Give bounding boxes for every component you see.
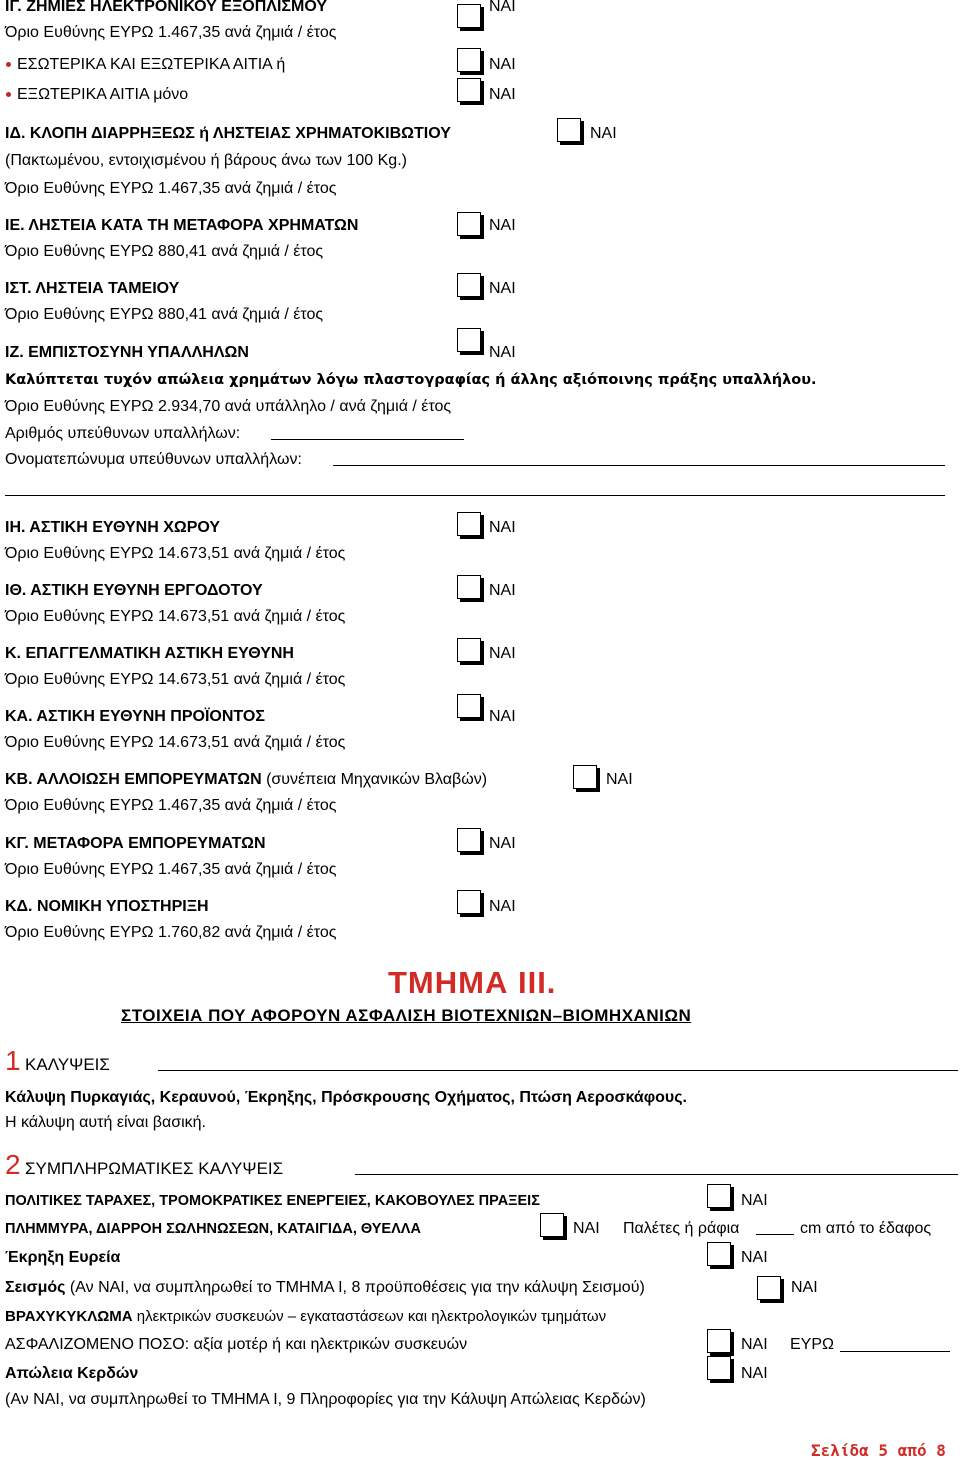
limit-text: Όριο Ευθύνης ΕΥΡΩ 14.673,51 ανά ζημιά / έτος — [5, 545, 346, 562]
yes-label: ΝΑΙ — [590, 125, 617, 142]
limit-text: Όριο Ευθύνης ΕΥΡΩ 1.467,35 ανά ζημιά / έτος — [5, 861, 337, 878]
employees-names-field-2[interactable] — [5, 495, 945, 496]
coverage-2-heading-row — [5, 1150, 283, 1185]
pallets-label: Παλέτες ή ράφια — [623, 1220, 740, 1237]
yes-label: ΝΑΙ — [489, 217, 516, 234]
limit-text: Όριο Ευθύνης ΕΥΡΩ 1.467,35 ανά ζημιά / έτος — [5, 24, 337, 41]
checkbox-internal-external[interactable] — [457, 48, 481, 72]
checkbox-ist[interactable] — [457, 273, 481, 297]
yes-label: ΝΑΙ — [489, 86, 516, 103]
coverage-1-text: Κάλυψη Πυρκαγιάς, Κεραυνού, Έκρηξης, Πρόσκρουσης Οχήματος, Πτώση Αεροσκάφους. — [5, 1089, 687, 1106]
pallets-height-field[interactable] — [756, 1234, 794, 1235]
limit-text: Όριο Ευθύνης ΕΥΡΩ 14.673,51 ανά ζημιά / έτος — [5, 734, 346, 751]
checkbox-kg[interactable] — [457, 828, 481, 852]
coverage-1-heading-row — [5, 1046, 110, 1081]
explosion-label: Έκρηξη Ευρεία — [5, 1249, 121, 1266]
section-iz-cover: Καλύπτεται τυχόν απώλεια χρημάτων λόγω πλαστογραφίας ή άλλης αξιόποινης πράξης υπαλλήλου. — [5, 372, 817, 388]
page-number: Σελίδα 5 από 8 — [811, 1441, 946, 1460]
checkbox-ith[interactable] — [457, 575, 481, 599]
yes-label: ΝΑΙ — [489, 898, 516, 915]
yes-label: ΝΑΙ — [489, 645, 516, 662]
limit-text: Όριο Ευθύνης ΕΥΡΩ 1.760,82 ανά ζημιά / έτος — [5, 924, 337, 941]
yes-label: ΝΑΙ — [489, 56, 516, 73]
option-external-only: ΕΞΩΤΕΡΙΚΑ ΑΙΤΙΑ μόνο — [17, 86, 189, 103]
employees-count-label: Αριθμός υπεύθυνων υπαλλήλων: — [5, 425, 241, 442]
employees-count-field[interactable] — [271, 439, 464, 440]
yes-label: ΝΑΙ — [489, 280, 516, 297]
section-kb-title-row — [5, 770, 487, 790]
checkbox-explosion[interactable] — [707, 1242, 731, 1266]
section-kg-title: ΚΓ. ΜΕΤΑΦΟΡΑ ΕΜΠΟΡΕΥΜΑΤΩΝ — [5, 835, 266, 852]
yes-label: ΝΑΙ — [606, 771, 633, 788]
checkbox-political-riots[interactable] — [707, 1184, 731, 1208]
coverage-1-number: 1 — [5, 1045, 21, 1076]
coverage-2-number: 2 — [5, 1149, 21, 1180]
checkbox-id[interactable] — [557, 118, 581, 142]
loss-of-profit-label: Απώλεια Κερδών — [5, 1365, 139, 1382]
checkbox-kb[interactable] — [573, 765, 597, 789]
yes-label: ΝΑΙ — [489, 0, 516, 15]
checkbox-iz[interactable] — [457, 328, 481, 352]
section-kb-title: ΚΒ. ΑΛΛΟΙΩΣΗ ΕΜΠΟΡΕΥΜΑΤΩΝ — [5, 771, 262, 788]
checkbox-kd[interactable] — [457, 890, 481, 914]
limit-text: Όριο Ευθύνης ΕΥΡΩ 880,41 ανά ζημιά / έτος — [5, 243, 324, 260]
coverage-1-heading: ΚΑΛΥΨΕΙΣ — [25, 1055, 110, 1074]
section-ith-title: ΙΘ. ΑΣΤΙΚΗ ΕΥΘΥΝΗ ΕΡΓΟΔΟΤΟΥ — [5, 582, 263, 599]
yes-label: ΝΑΙ — [489, 708, 516, 725]
limit-text: Όριο Ευθύνης ΕΥΡΩ 14.673,51 ανά ζημιά / έτος — [5, 671, 346, 688]
section-ih-title: ΙΗ. ΑΣΤΙΚΗ ΕΥΘΥΝΗ ΧΩΡΟΥ — [5, 519, 221, 536]
yes-label: ΝΑΙ — [489, 582, 516, 599]
political-riots-label: ΠΟΛΙΤΙΚΕΣ ΤΑΡΑΧΕΣ, ΤΡΟΜΟΚΡΑΤΙΚΕΣ ΕΝΕΡΓΕΙΕΣ, ΚΑΚΟΒΟΥΛΕΣ ΠΡΑΞΕΙΣ — [5, 1193, 540, 1209]
short-circuit-row — [5, 1307, 606, 1327]
coverage-1-rule — [158, 1070, 958, 1071]
limit-text: Όριο Ευθύνης ΕΥΡΩ 1.467,35 ανά ζημιά / έτος — [5, 797, 337, 814]
section-ist-title: ΙΣΤ. ΛΗΣΤΕΙΑ ΤΑΜΕΙΟΥ — [5, 280, 180, 297]
coverage-2-rule — [355, 1174, 958, 1175]
short-circuit-note: ηλεκτρικών συσκευών – εγκαταστάσεων και ηλεκτρολογικών τμημάτων — [136, 1308, 607, 1325]
section-kd-title: ΚΔ. ΝΟΜΙΚΗ ΥΠΟΣΤΗΡΙΞΗ — [5, 898, 209, 915]
pallets-unit-label: cm από το έδαφος — [800, 1220, 932, 1237]
yes-label: ΝΑΙ — [741, 1365, 768, 1382]
section-id-note: (Πακτωμένου, εντοιχισμένου ή βάρους άνω των 100 Kg.) — [5, 152, 407, 169]
checkbox-k[interactable] — [457, 638, 481, 662]
bullet-icon — [6, 62, 11, 67]
flood-label: ΠΛΗΜΜΥΡΑ, ΔΙΑΡΡΟΗ ΣΩΛΗΝΩΣΕΩΝ, ΚΑΤΑΙΓΙΔΑ, ΘΥΕΛΛΑ — [5, 1221, 421, 1237]
coverage-1-basic-note: Η κάλυψη αυτή είναι βασική. — [5, 1114, 206, 1131]
currency-label: ΕΥΡΩ — [790, 1336, 834, 1353]
employees-names-field[interactable] — [333, 465, 945, 466]
yes-label: ΝΑΙ — [741, 1192, 768, 1209]
yes-label: ΝΑΙ — [489, 519, 516, 536]
section-ka-title: ΚΑ. ΑΣΤΙΚΗ ΕΥΘΥΝΗ ΠΡΟΪΟΝΤΟΣ — [5, 708, 265, 725]
section-id-title: ΙΔ. ΚΛΟΠΗ ΔΙΑΡΡΗΞΕΩΣ ή ΛΗΣΤΕΙΑΣ ΧΡΗΜΑΤΟΚΙΒΩΤΙΟΥ — [5, 125, 451, 142]
limit-text: Όριο Ευθύνης ΕΥΡΩ 880,41 ανά ζημιά / έτος — [5, 306, 324, 323]
yes-label: ΝΑΙ — [489, 835, 516, 852]
section-iz-title: ΙΖ. ΕΜΠΙΣΤΟΣΥΝΗ ΥΠΑΛΛΗΛΩΝ — [5, 344, 249, 361]
earthquake-note: (Αν ΝΑΙ, να συμπληρωθεί το ΤΜΗΜΑ Ι, 8 προϋποθέσεις για την κάλυψη Σεισμού) — [69, 1279, 645, 1296]
checkbox-ih[interactable] — [457, 512, 481, 536]
checkbox-flood[interactable] — [540, 1213, 564, 1237]
section-kb-title-note: (συνέπεια Μηχανικών Βλαβών) — [266, 771, 488, 788]
checkbox-insured-amount[interactable] — [707, 1329, 731, 1353]
checkbox-ka[interactable] — [457, 694, 481, 718]
insured-amount-field[interactable] — [840, 1351, 950, 1352]
yes-label: ΝΑΙ — [573, 1220, 600, 1237]
section-ie-title: ΙΕ. ΛΗΣΤΕΙΑ ΚΑΤΑ ΤΗ ΜΕΤΑΦΟΡΑ ΧΡΗΜΑΤΩΝ — [5, 217, 359, 234]
part3-title: ΤΜΗΜΑ ΙΙΙ. — [388, 965, 557, 1000]
section-ig-title: ΙΓ. ΖΗΜΙΕΣ ΗΛΕΚΤΡΟΝΙΚΟΥ ΕΞΟΠΛΙΣΜΟΥ — [5, 0, 327, 15]
earthquake-row — [5, 1278, 645, 1298]
yes-label: ΝΑΙ — [741, 1336, 768, 1353]
bullet-icon — [6, 92, 11, 97]
yes-label: ΝΑΙ — [489, 344, 516, 361]
checkbox-external-only[interactable] — [457, 78, 481, 102]
option-internal-external: ΕΣΩΤΕΡΙΚΑ ΚΑΙ ΕΞΩΤΕΡΙΚΑ ΑΙΤΙΑ ή — [17, 56, 286, 73]
insured-amount-label: ΑΣΦΑΛΙΖΟΜΕΝΟ ΠΟΣΟ: αξία μοτέρ ή και ηλεκτρικών συσκευών — [5, 1336, 468, 1353]
limit-text: Όριο Ευθύνης ΕΥΡΩ 14.673,51 ανά ζημιά / έτος — [5, 608, 346, 625]
checkbox-ig[interactable] — [457, 4, 481, 28]
limit-text: Όριο Ευθύνης ΕΥΡΩ 2.934,70 ανά υπάλληλο / ανά ζημιά / έτος — [5, 398, 452, 415]
yes-label: ΝΑΙ — [741, 1249, 768, 1266]
section-k-title: Κ. ΕΠΑΓΓΕΛΜΑΤΙΚΗ ΑΣΤΙΚΗ ΕΥΘΥΝΗ — [5, 645, 294, 662]
employees-names-label: Ονοματεπώνυμα υπεύθυνων υπαλλήλων: — [5, 451, 302, 468]
checkbox-loss-of-profit[interactable] — [707, 1356, 731, 1380]
loss-of-profit-note: (Αν ΝΑΙ, να συμπληρωθεί το ΤΜΗΜΑ Ι, 9 Πληροφορίες για την Κάλυψη Απώλειας Κερδών) — [5, 1391, 646, 1408]
earthquake-label: Σεισμός — [5, 1279, 66, 1296]
part3-subtitle: ΣΤΟΙΧΕΙΑ ΠΟΥ ΑΦΟΡΟΥΝ ΑΣΦΑΛΙΣΗ ΒΙΟΤΕΧΝΙΩΝ–ΒΙΟΜΗΧΑΝΙΩΝ — [121, 1006, 692, 1025]
coverage-2-heading: ΣΥΜΠΛΗΡΩΜΑΤΙΚΕΣ ΚΑΛΥΨΕΙΣ — [25, 1159, 284, 1178]
limit-text: Όριο Ευθύνης ΕΥΡΩ 1.467,35 ανά ζημιά / έτος — [5, 180, 337, 197]
checkbox-earthquake[interactable] — [757, 1276, 781, 1300]
checkbox-ie[interactable] — [457, 212, 481, 236]
yes-label: ΝΑΙ — [791, 1279, 818, 1296]
short-circuit-label: ΒΡΑΧΥΚΥΚΛΩΜΑ — [5, 1308, 133, 1325]
